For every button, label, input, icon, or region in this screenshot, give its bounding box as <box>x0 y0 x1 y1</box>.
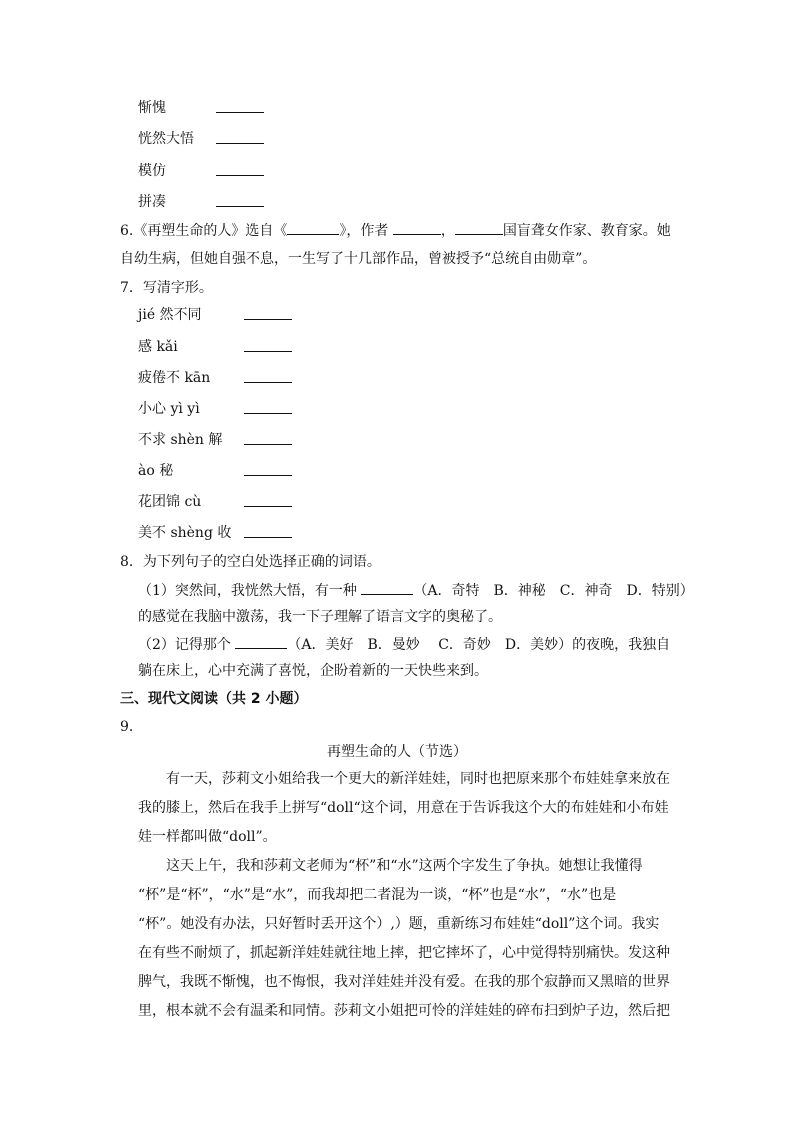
answer-blank[interactable] <box>244 462 292 476</box>
answer-blank[interactable] <box>244 306 292 320</box>
pinyin-row <box>138 431 222 449</box>
word-row <box>138 130 194 148</box>
question-7-title: 7．写清字形。 <box>120 280 213 296</box>
passage-line: 娃一样都叫做“doll”。 <box>138 829 277 845</box>
answer-blank[interactable] <box>235 635 287 649</box>
question-8-sentence-1 <box>138 581 694 600</box>
answer-blank[interactable] <box>287 221 339 235</box>
answer-blank[interactable] <box>244 338 292 352</box>
passage-title: 再塑生命的人（节选） <box>327 744 467 760</box>
answer-blank[interactable] <box>393 221 441 235</box>
answer-blank[interactable] <box>244 493 292 507</box>
q6-text-4: 国盲聋女作家、教育家。她 <box>502 223 671 239</box>
pinyin-row <box>138 462 173 480</box>
passage-body <box>138 765 678 1026</box>
question-8-sentence-2-cont: 躺在床上，心中充满了喜悦，企盼着新的一天快些来到。 <box>138 663 488 679</box>
pinyin-label: ào 秘 <box>138 463 174 479</box>
passage-line: 在有些不耐烦了，抓起新洋娃娃就往地上摔，把它摔坏了，心中觉得特别痛快。发这种 <box>138 945 670 961</box>
answer-blank[interactable] <box>455 221 503 235</box>
question-6 <box>120 221 671 240</box>
question-6-line2: 自幼生病，但她自强不息，一生写了十几部作品，曾被授予“总统自由勋章”。 <box>120 251 597 267</box>
question-8-sentence-2 <box>138 635 670 654</box>
question-8-title: 8．为下列句子的空白处选择正确的词语。 <box>120 554 381 570</box>
word-label: 恍然大悟 <box>138 131 194 147</box>
word-label: 拼凑 <box>138 194 166 210</box>
passage-line: “杯”。她没有办法，只好暂时丢开这个）,）题，重新练习布娃娃“doll”这个词。我实 <box>138 916 660 932</box>
pinyin-label: 疲倦不 kān <box>138 370 211 386</box>
q8-s2-text: （2）记得那个 <box>138 637 231 653</box>
question-9-number: 9． <box>120 719 143 735</box>
question-8-sentence-1-cont: 的感觉在我脑中激荡，我一下子理解了语言文字的奥秘了。 <box>138 609 502 625</box>
passage-line: 有一天，莎莉文小姐给我一个更大的新洋娃娃，同时也把原来那个布娃娃拿来放在 <box>138 771 670 787</box>
pinyin-label: 不求 shèn 解 <box>138 432 223 448</box>
pinyin-row <box>138 338 178 356</box>
pinyin-label: 花团锦 cù <box>138 494 202 510</box>
passage-line: “杯”是“杯”，“水”是“水”，而我却把二者混为一谈，“杯”也是“水”，“水”也是 <box>138 887 617 903</box>
pinyin-label: 感 kǎi <box>138 339 178 355</box>
answer-blank[interactable] <box>244 431 292 445</box>
pinyin-label: 小心 yì yì <box>138 401 200 417</box>
q6-text-2: 》，作者 <box>339 223 389 239</box>
word-label: 惭愧 <box>138 100 166 116</box>
answer-blank[interactable] <box>244 369 292 383</box>
pinyin-row <box>138 306 202 324</box>
passage-line: 里，根本就不会有温柔和同情。莎莉文小姐把可怜的洋娃娃的碎布扫到炉子边，然后把 <box>138 1003 670 1019</box>
pinyin-row <box>138 493 201 511</box>
answer-blank[interactable] <box>216 130 264 144</box>
answer-blank[interactable] <box>216 193 264 207</box>
passage-line: 这天上午，我和莎莉文老师为“杯”和“水”这两个字发生了争执。她想让我懂得 <box>138 858 643 874</box>
answer-blank[interactable] <box>216 162 264 176</box>
word-row <box>138 193 166 211</box>
passage-line: 我的膝上，然后在我手上拼写“doll“这个词，用意在于告诉我这个大的布娃娃和小布娃 <box>138 800 669 816</box>
answer-blank[interactable] <box>216 99 264 113</box>
q6-text-1: 6.《再塑生命的人》选自《 <box>120 223 288 239</box>
pinyin-row <box>138 524 231 542</box>
answer-blank[interactable] <box>244 400 292 414</box>
answer-blank[interactable] <box>361 581 413 595</box>
q8-s2-options: （A．美好 B．曼妙 C．奇妙 D．美妙）的夜晚，我独自 <box>287 637 671 653</box>
pinyin-label: jié 然不同 <box>138 307 202 323</box>
passage-line: 脾气，我既不惭愧，也不悔恨，我对洋娃娃并没有爱。在我的那个寂静而又黑暗的世界 <box>138 974 670 990</box>
word-row <box>138 162 166 180</box>
q8-s1-text: （1）突然间，我恍然大悟，有一种 <box>138 583 357 599</box>
word-row <box>138 99 166 117</box>
pinyin-label: 美不 shèng 收 <box>138 525 232 541</box>
pinyin-row <box>138 369 210 387</box>
section-heading: 三、现代文阅读（共 2 小题） <box>120 691 308 707</box>
word-label: 模仿 <box>138 163 166 179</box>
q8-s1-options: （A．奇特 B．神秘 C．神奇 D．特别） <box>413 583 694 599</box>
q6-text-3: ， <box>440 223 455 239</box>
pinyin-row <box>138 400 200 418</box>
answer-blank[interactable] <box>244 524 292 538</box>
